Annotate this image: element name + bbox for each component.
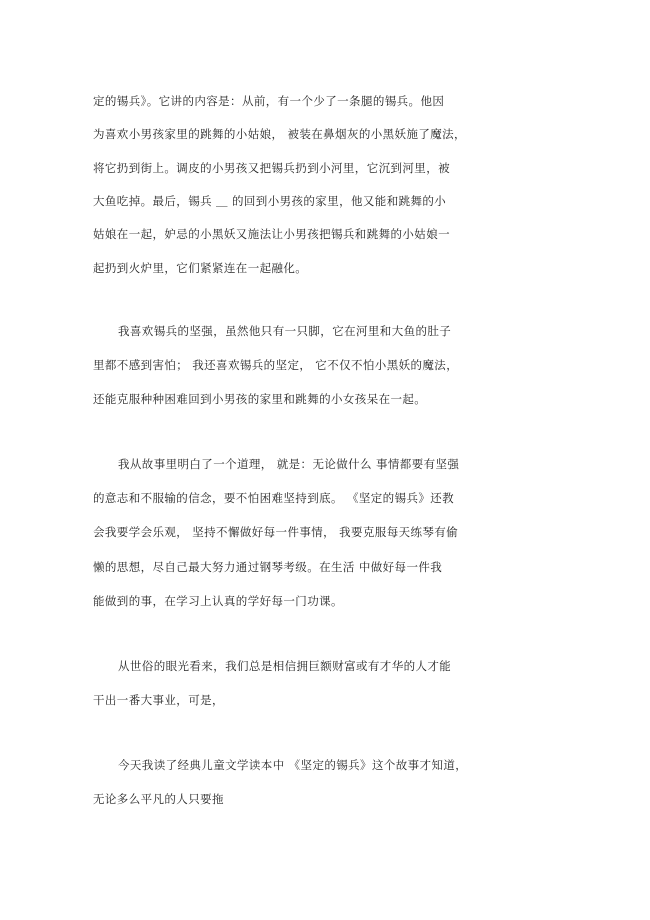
paragraph-1-line-6: 起扔到火炉里，它们紧紧连在一起融化。: [93, 261, 308, 275]
paragraph-2-line-1: 我喜欢锡兵的坚强，虽然他只有一只脚，它在河里和大鱼的肚子: [118, 324, 452, 338]
paragraph-1-line-5: 姑娘在一起，妒忌的小黑妖又施法让小男孩把锡兵和跳舞的小姑娘一: [93, 227, 450, 241]
paragraph-3-line-2: 的意志和不服输的信念，要不怕困难坚持到底。 《坚定的锡兵》还教: [93, 491, 455, 505]
paragraph-1-line-2: 为喜欢小男孩家里的跳舞的小姑娘， 被装在鼻烟灰的小黑妖施了魔法，: [93, 127, 466, 141]
paragraph-5-line-1: 今天我读了经典儿童文学读本中 《坚定的锡兵》这个故事才知道，: [118, 758, 468, 772]
paragraph-3-line-4: 懒的思想，尽自己最大努力通过钢琴考级。在生活 中做好每一件我: [93, 560, 443, 574]
paragraph-3-line-1: 我从故事里明白了一个道理， 就是：无论做什么 事情都要有坚强: [118, 457, 460, 471]
paragraph-4-line-2: 干出一番大事业，可是，: [93, 693, 224, 707]
paragraph-5-line-2: 无论多么平凡的人只要拖: [93, 792, 224, 806]
paragraph-2-line-3: 还能克服种种困难回到小男孩的家里和跳舞的小女孩呆在一起。: [93, 392, 427, 406]
paragraph-4-line-1: 从世俗的眼光看来，我们总是相信拥巨额财富或有才华的人才能: [118, 659, 452, 673]
paragraph-2-line-2: 里都不感到害怕； 我还喜欢锡兵的坚定， 它不仅不怕小黑妖的魔法，: [93, 358, 459, 372]
paragraph-1-line-4: 大鱼吃掉。最后，锡兵 ＿ 的回到小男孩的家里，他又能和跳舞的小: [93, 194, 447, 208]
paragraph-1-line-3: 将它扔到街上。调皮的小男孩又把锡兵扔到小河里，它沉到河里，被: [93, 161, 450, 175]
paragraph-1-line-1: 定的锡兵》。它讲的内容是：从前，有一个少了一条腿的锡兵。他因: [93, 94, 445, 108]
paragraph-3-line-3: 会我要学会乐观， 坚持不懈做好每一件事情， 我要克服每天练琴有偷: [93, 525, 459, 539]
paragraph-3-line-5: 能做到的事，在学习上认真的学好每一门功课。: [93, 594, 343, 608]
